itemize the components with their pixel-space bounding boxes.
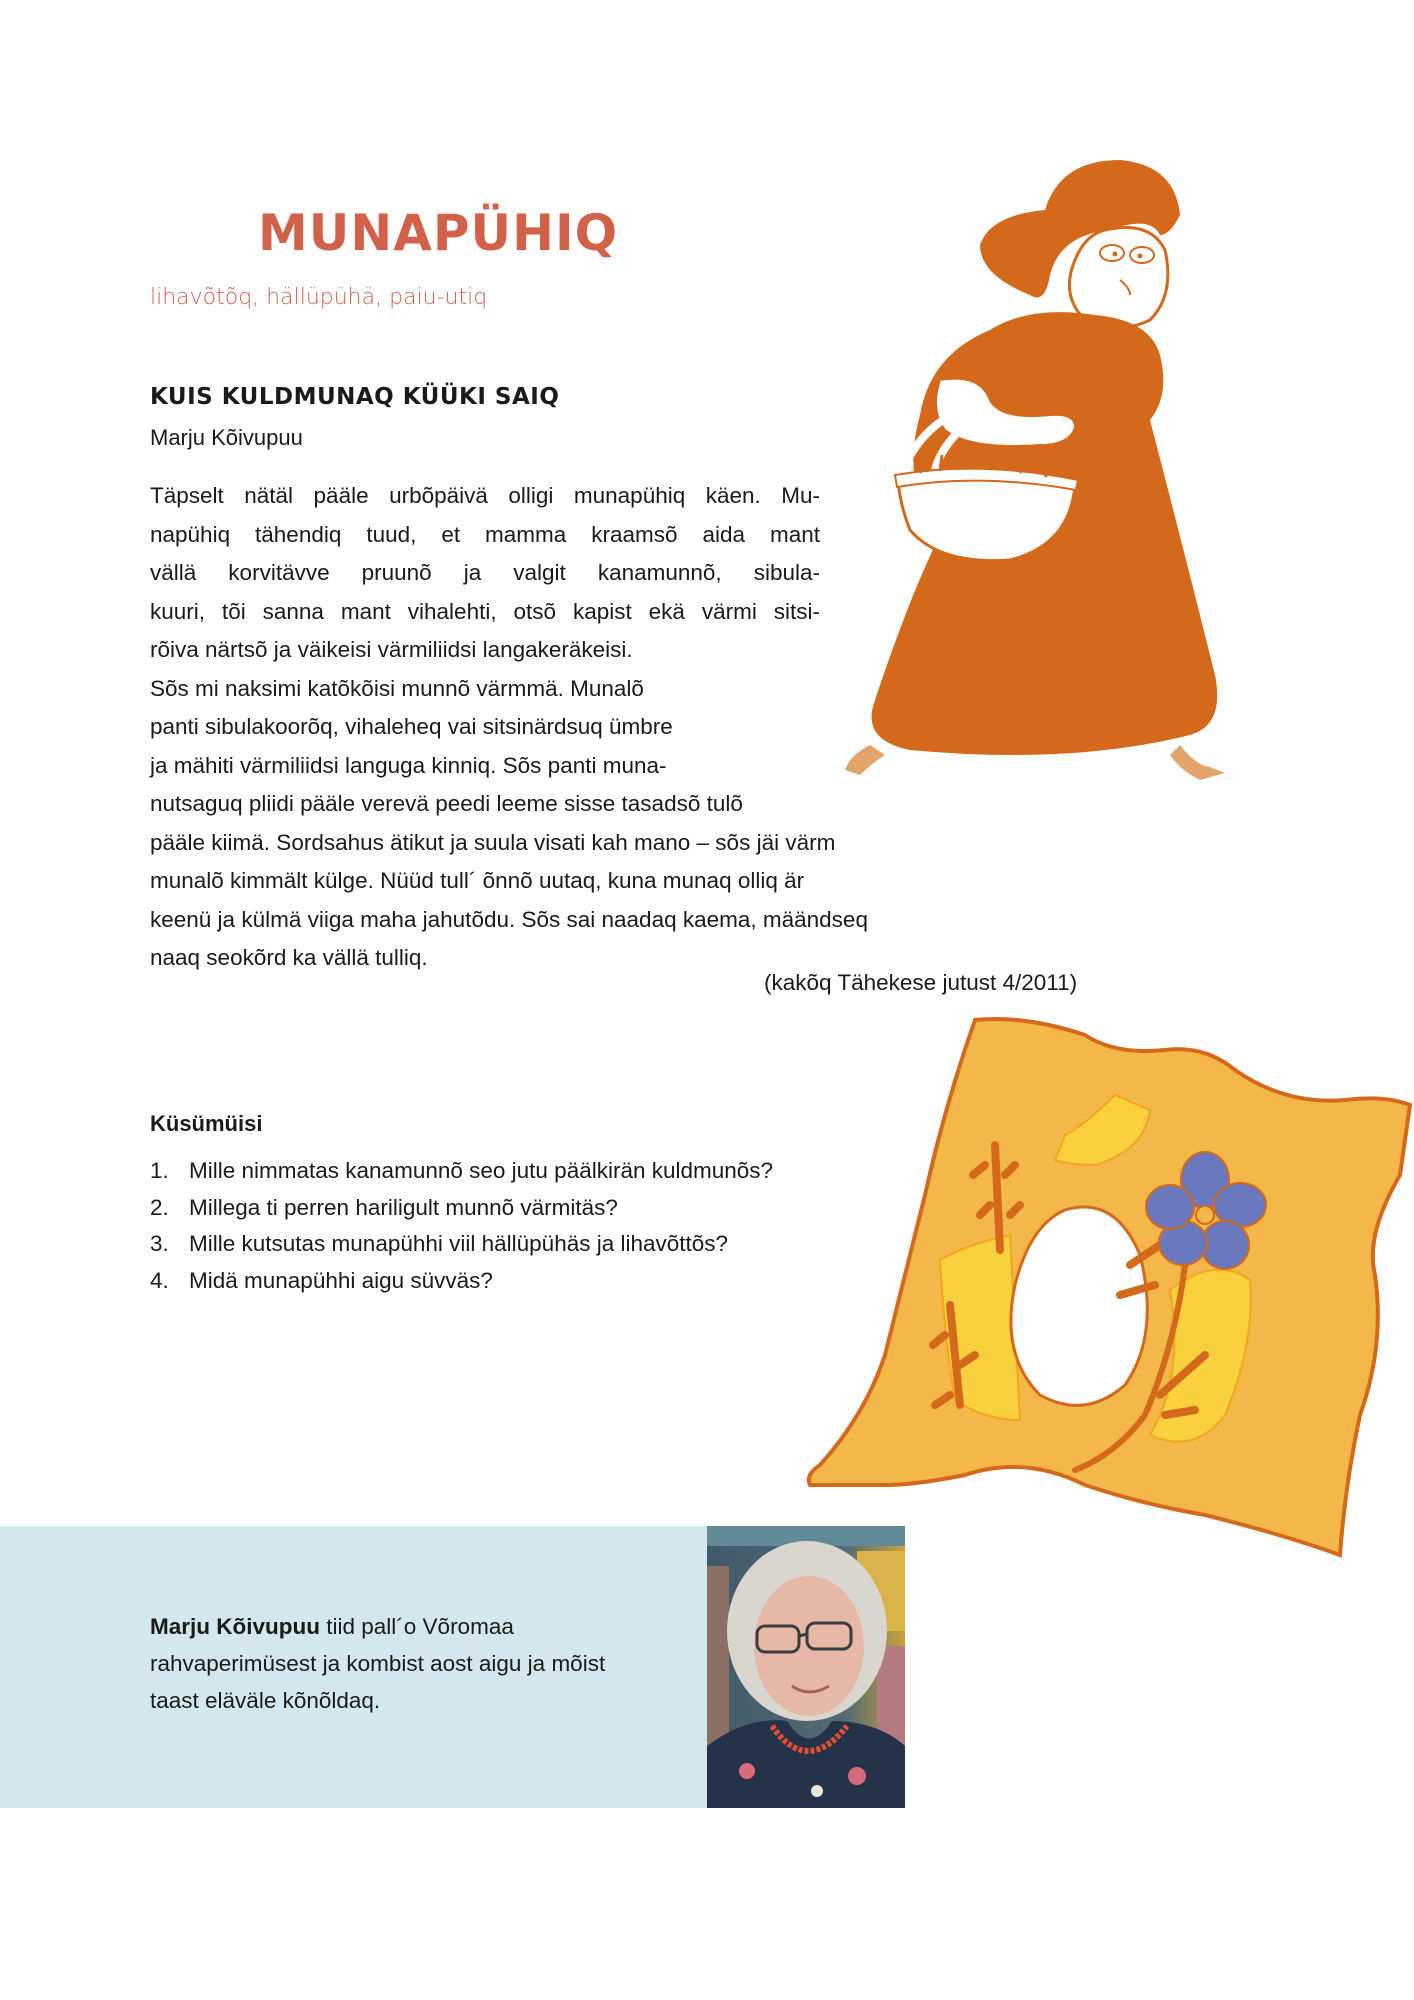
story-line: nutsaguq pliidi pääle verevä peedi leeme sisse tasadsõ tulõ <box>150 791 743 816</box>
page-title: MUNAPÜHIQ <box>258 204 619 262</box>
story-line: pääle kiimä. Sordsahus ätikut ja suula visati kah mano – sõs jäi värm <box>150 829 836 855</box>
story-line: vällä korvitävve pruunõ ja valgit kanamunnõ, sibula- <box>150 560 820 585</box>
story-line: panti sibulakoorõq, vihaleheq vai sitsinärdsuq ümbre <box>150 714 673 739</box>
story-line: keenü ja külmä viiga maha jahutõdu. Sõs sai naadaq kaema, määndseq <box>150 906 868 932</box>
story-line: naaq seokõrd ka vällä tulliq. <box>150 945 428 970</box>
story-heading: KUIS KULDMUNAQ KÜÜKI SAIQ <box>150 384 560 410</box>
question-number: 3. <box>150 1231 169 1256</box>
question-item <box>150 1263 773 1300</box>
story-line: kuuri, tõi sanna mant vihalehti, otsõ kapist ekä värmi sitsi- <box>150 598 820 624</box>
questions-list <box>150 1153 773 1299</box>
questions-heading: Küsümüisi <box>150 1111 263 1136</box>
story-line: ja mähiti värmiliidsi languga kinniq. Sõs panti muna- <box>150 752 667 778</box>
story-line: napühiq tähendiq tuud, et mamma kraamsõ aida mant <box>150 521 820 547</box>
question-text: Mille kutsutas munapühhi viil hällüpühäs ja lihavõttõs? <box>189 1231 729 1256</box>
decorated-cloth-illustration <box>785 1015 1414 1560</box>
story-line: Täpselt nätäl pääle urbõpäivä olligi munapühiq käen. Mu- <box>150 483 820 508</box>
woman-with-basket-illustration <box>830 155 1240 785</box>
author-bio-description: tiid pall´o Võromaa rahvaperimüsest ja kombist aost aigu ja mõist taast eläväle kõnõldaq. <box>150 1614 606 1713</box>
question-text: Midä munapühhi aigu süvväs? <box>189 1267 493 1293</box>
author-photo <box>707 1526 905 1808</box>
story-line: rõiva närtsõ ja väikeisi värmiliidsi langakeräkeisi. <box>150 637 633 662</box>
story-line: munalõ kimmält külge. Nüüd tull´ õnnõ uutaq, kuna munaq olliq är <box>150 868 805 893</box>
question-item <box>150 1153 773 1190</box>
question-text: Mille nimmatas kanamunnõ seo jutu päälkirän kuldmunõs? <box>189 1158 774 1183</box>
question-number: 1. <box>150 1158 169 1183</box>
story-author: Marju Kõivupuu <box>150 425 303 450</box>
author-bio-name: Marju Kõivupuu <box>150 1614 320 1639</box>
page-subtitle: lihavõtõq, hällüpühä, paiu-utiq <box>150 285 488 310</box>
question-number: 2. <box>150 1194 169 1220</box>
story-line: Sõs mi naksimi katõkõisi munnõ värmmä. Munalõ <box>150 675 644 701</box>
author-bio-text <box>150 1608 620 1719</box>
question-item <box>150 1190 773 1227</box>
question-number: 4. <box>150 1267 169 1293</box>
question-text: Millega ti perren hariligult munnõ värmitäs? <box>189 1194 618 1220</box>
story-source: (kakõq Tähekese jutust 4/2011) <box>764 970 1078 995</box>
question-item <box>150 1226 773 1263</box>
